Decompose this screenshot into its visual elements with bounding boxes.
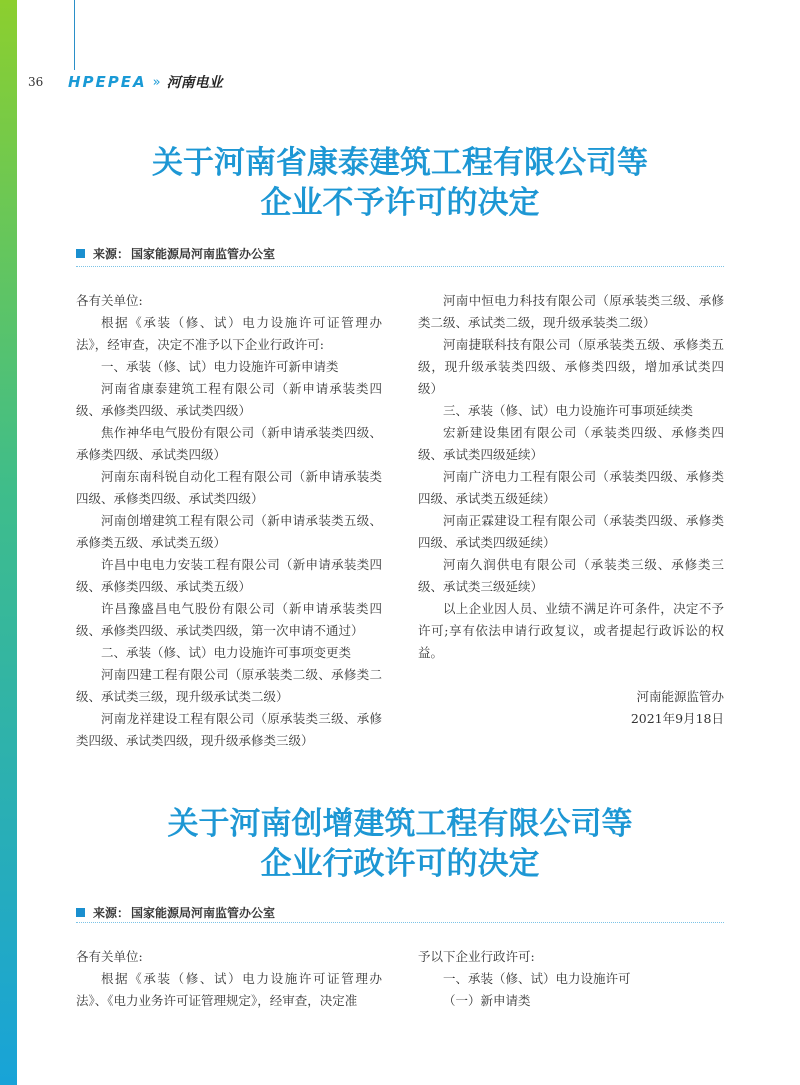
paragraph: 各有关单位: — [76, 949, 143, 964]
section-heading: 三、承装（修、试）电力设施许可事项延续类 — [443, 403, 694, 418]
source-value: 国家能源局河南监管办公室 — [131, 246, 276, 261]
paragraph: 河南正霖建设工程有限公司（承装类四级、承修类四级、承试类四级延续） — [418, 513, 724, 550]
paragraph: 河南广济电力工程有限公司（承装类四级、承修类四级、承试类五级延续） — [418, 469, 724, 506]
square-bullet-icon — [76, 908, 85, 917]
section-heading: （一）新申请类 — [443, 993, 531, 1008]
paragraph: 许昌中电电力安装工程有限公司（新申请承装类四级、承修类四级、承试类五级） — [76, 557, 382, 594]
article2-title — [0, 804, 800, 884]
section-heading: 一、承装（修、试）电力设施许可 — [443, 971, 631, 986]
paragraph: 河南省康泰建筑工程有限公司（新申请承装类四级、承修类四级、承试类四级） — [76, 381, 382, 418]
date: 2021年9月18日 — [630, 711, 724, 726]
chevron-icon: » — [152, 74, 161, 90]
paragraph: 河南久润供电有限公司（承装类三级、承修类三级、承试类三级延续） — [418, 557, 724, 594]
article1-source — [76, 243, 724, 263]
section-heading: 二、承装（修、试）电力设施许可事项变更类 — [101, 645, 352, 660]
signature: 河南能源监管办 — [636, 689, 724, 704]
paragraph: 根据《承装（修、试）电力设施许可证管理办法》、《电力业务许可证管理规定》，经审查，决定准 — [76, 971, 382, 1008]
section-heading: 一、承装（修、试）电力设施许可新申请类 — [101, 359, 339, 374]
paragraph: 予以下企业行政许可: — [418, 949, 535, 964]
article2-source — [76, 902, 724, 922]
article1-title-line2: 企业不予许可的决定 — [260, 185, 540, 221]
page-number: 36 — [28, 75, 44, 89]
paragraph: 根据《承装（修、试）电力设施许可证管理办法》，经审查，决定不准予以下企业行政许可: — [76, 315, 382, 352]
article1-left-column — [76, 290, 382, 752]
dotted-divider — [76, 266, 724, 267]
paragraph: 宏新建设集团有限公司（承装类四级、承修类四级、承试类四级延续） — [418, 425, 724, 462]
article1-title — [0, 143, 800, 223]
paragraph: 河南龙祥建设工程有限公司（原承装类三级、承修类四级、承试类四级，现升级承修类三级） — [76, 711, 382, 748]
article2-title-line2: 企业行政许可的决定 — [260, 846, 540, 882]
paragraph: 焦作神华电气股份有限公司（新申请承装类四级、承修类四级、承试类四级） — [76, 425, 382, 462]
paragraph: 以上企业因人员、业绩不满足许可条件，决定不予许可;享有依法申请行政复议，或者提起行政诉讼的权益。 — [418, 601, 724, 660]
magazine-logo: HPEPEA — [68, 73, 147, 91]
paragraph: 河南四建工程有限公司（原承装类二级、承修类二级、承试类三级，现升级承试类二级） — [76, 667, 382, 704]
paragraph: 河南创增建筑工程有限公司（新申请承装类五级、承修类五级、承试类五级） — [76, 513, 382, 550]
header-divider-line — [74, 0, 75, 70]
article1-title-line1: 关于河南省康泰建筑工程有限公司等 — [152, 145, 648, 181]
article2-right-column — [418, 946, 724, 1012]
paragraph: 河南捷联科技有限公司（原承装类五级、承修类五级，现升级承装类四级、承修类四级，增加承试类四级） — [418, 337, 724, 396]
paragraph: 许昌豫盛昌电气股份有限公司（新申请承装类四级、承修类四级、承试类四级，第一次申请不通过） — [76, 601, 382, 638]
paragraph: 河南中恒电力科技有限公司（原承装类三级、承修类二级、承试类二级，现升级承装类二级） — [418, 293, 724, 330]
paragraph: 各有关单位: — [76, 293, 143, 308]
article2-left-column — [76, 946, 382, 1012]
square-bullet-icon — [76, 249, 85, 258]
source-value: 国家能源局河南监管办公室 — [131, 905, 276, 920]
paragraph: 河南东南科锐自动化工程有限公司（新申请承装类四级、承修类四级、承试类四级） — [76, 469, 382, 506]
page-header — [28, 72, 223, 92]
magazine-name: 河南电业 — [166, 75, 223, 91]
source-label: 来源： — [93, 246, 130, 261]
article2-title-line1: 关于河南创增建筑工程有限公司等 — [167, 806, 633, 842]
article1-right-column — [418, 290, 724, 730]
dotted-divider — [76, 922, 724, 923]
source-label: 来源： — [93, 905, 130, 920]
